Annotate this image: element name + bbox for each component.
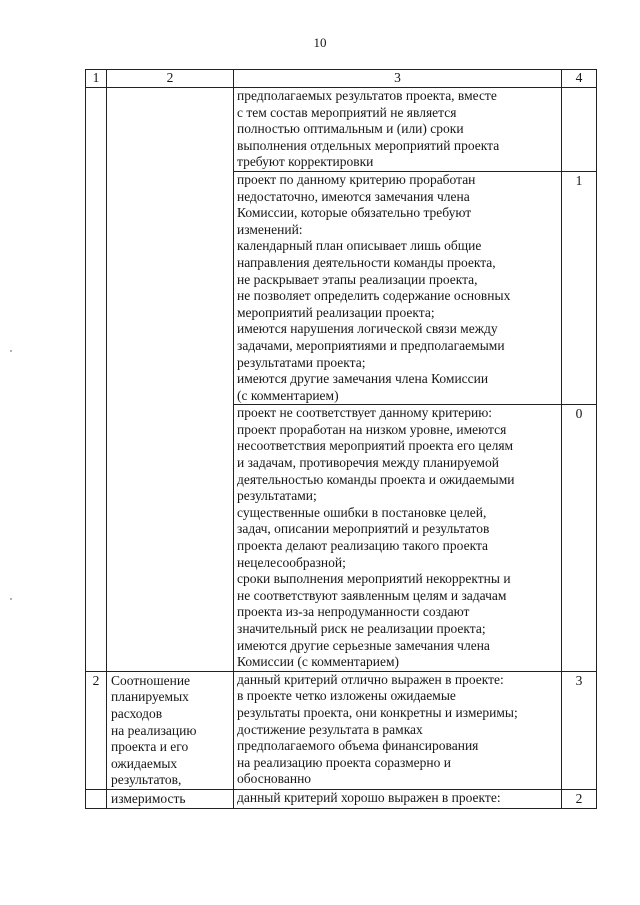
score-cell (562, 171, 597, 404)
description-line: данный критерий отлично выражен в проекте: (237, 671, 504, 687)
description-line: не раскрывает этапы реализации проекта, (237, 271, 478, 287)
description-line: существенные ошибки в постановке целей, (237, 504, 487, 520)
table-header-row (86, 70, 597, 88)
description-line: изменений: (237, 221, 303, 237)
description-cell (234, 789, 562, 808)
description-line: обоснованно (237, 771, 312, 787)
description-line: задач, описании мероприятий и результатов (237, 521, 490, 537)
score-cell (562, 789, 597, 808)
description-line: задачами, мероприятиями и предполагаемыми (237, 337, 505, 353)
description-line: данный критерий хорошо выражен в проекте: (237, 789, 501, 805)
criterion-name-line: Соотношение (111, 672, 191, 688)
criterion-name-line: планируемых (111, 689, 189, 705)
score-cell (562, 88, 597, 172)
score-value: 1 (575, 172, 583, 188)
description-line: имеются нарушения логической связи между (237, 321, 498, 337)
description-line: проект не соответствует данному критерию: (237, 405, 493, 421)
description-line: предполагаемых результатов проекта, вместе (237, 88, 497, 103)
description-line: результатами; (237, 488, 317, 504)
description-line: с тем состав мероприятий не является (237, 104, 457, 120)
table-row (86, 671, 597, 789)
description-line: проект по данному критерию проработан (237, 171, 476, 187)
header-cell-2: 2 (107, 70, 234, 88)
criterion-number-cell (86, 789, 107, 808)
description-line: на реализацию проекта соразмерно и (237, 754, 451, 770)
description-line: календарный план описывает лишь общие (237, 238, 482, 254)
criterion-name-line: проекта и его (111, 739, 189, 755)
description-line: недостаточно, имеются замечания члена (237, 188, 470, 204)
table-row (86, 789, 597, 808)
score-cell (562, 671, 597, 789)
description-line: проекта делают реализацию такого проекта (237, 538, 489, 554)
description-line: несоответствия мероприятий проекта его целям (237, 438, 514, 454)
description-line: сроки выполнения мероприятий некорректны и (237, 571, 511, 587)
page-number: 10 (313, 35, 327, 50)
criterion-number: 2 (92, 672, 100, 688)
description-line: предполагаемого объема финансирования (237, 738, 479, 754)
description-line: имеются другие серьезные замечания члена (237, 637, 490, 653)
description-line: деятельностью команды проекта и ожидаемыми (237, 471, 515, 487)
criteria-table (85, 69, 597, 809)
description-line: проекта из-за непродуманности создают (237, 604, 470, 620)
criterion-name-cell (107, 671, 234, 789)
description-line: не позволяет определить содержание основных (237, 288, 511, 304)
description-cell (234, 671, 562, 789)
description-line: Комиссии (с комментарием) (237, 654, 399, 670)
criterion-number-cell (86, 671, 107, 789)
criterion-name-cell (107, 88, 234, 672)
criterion-name-line: расходов (111, 705, 163, 721)
scan-speck (10, 350, 12, 352)
score-value: 0 (575, 406, 583, 422)
description-line: достижение результата в рамках (237, 721, 423, 737)
criterion-name-cell (107, 789, 234, 808)
description-line: (с комментарием) (237, 387, 339, 403)
description-cell (234, 171, 562, 404)
table-row (86, 88, 597, 172)
description-line: Комиссии, которые обязательно требуют (237, 205, 472, 221)
header-cell-1: 1 (86, 70, 107, 88)
header-cell-3: 3 (234, 70, 562, 88)
description-line: имеются другие замечания члена Комиссии (237, 371, 489, 387)
description-line: проект проработан на низком уровне, имеются (237, 421, 507, 437)
description-line: в проекте четко изложены ожидаемые (237, 688, 456, 704)
description-line: полностью оптимальным и (или) сроки (237, 121, 464, 137)
description-line: результаты проекта, они конкретны и измеримы; (237, 704, 518, 720)
description-cell (234, 405, 562, 672)
description-line: значительный риск не реализации проекта; (237, 621, 486, 636)
description-line: мероприятий реализации проекта; (237, 304, 435, 320)
description-line: требуют корректировки (237, 154, 374, 170)
score-value: 2 (575, 790, 583, 806)
criterion-name-line: измеримость (111, 790, 186, 806)
description-line: нецелесообразной; (237, 554, 346, 570)
score-cell (562, 405, 597, 672)
description-line: не соответствуют заявленным целям и задачам (237, 587, 507, 603)
header-cell-4: 4 (562, 70, 597, 88)
description-line: выполнения отдельных мероприятий проекта (237, 137, 500, 153)
criterion-name-line: ожидаемых (111, 755, 178, 771)
scan-speck (10, 598, 12, 600)
description-line: направления деятельности команды проекта, (237, 254, 496, 270)
criterion-number-cell (86, 88, 107, 672)
criterion-name-line: результатов, (111, 772, 182, 788)
criterion-name-line: на реализацию (111, 722, 197, 738)
description-cell (234, 88, 562, 172)
description-line: результатами проекта; (237, 354, 366, 370)
score-value: 3 (575, 672, 583, 688)
description-line: и задачам, противоречия между планируемой (237, 455, 499, 471)
